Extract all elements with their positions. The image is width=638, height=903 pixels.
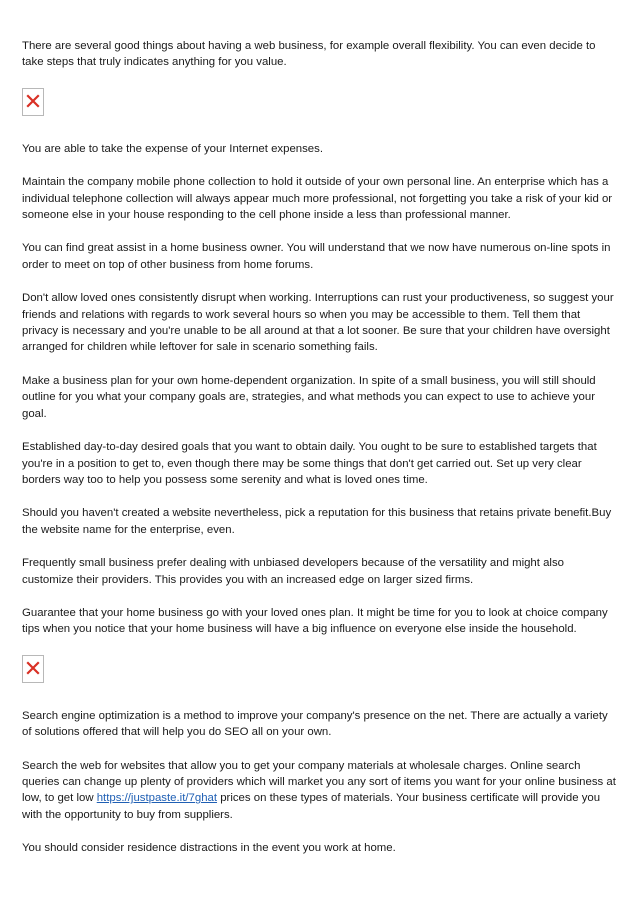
paragraph-2: You are able to take the expense of your Internet expenses.: [22, 142, 324, 155]
paragraph-9: Frequently small business prefer dealing with unbiased developers because of the versatility and might also customize their providers. This provides you with an increased edge on larger sized firms.: [22, 557, 564, 586]
paragraph-12-text-before: Search the web for websites that allow you to get your company materials at wholesale charges. Online search queries can change up plenty of providers which will market you any sort of items you want for your online business at low, to get low: [22, 759, 616, 805]
broken-image-1: [22, 88, 44, 116]
paragraph-12: [22, 758, 618, 824]
document-page: [22, 38, 618, 874]
paragraph-13: You should consider residence distractions in the event you work at home.: [22, 842, 396, 855]
paragraph-5: Don't allow loved ones consistently disrupt when working. Interruptions can rust your productiveness, so suggest your friends and relations with regards to work several hours so when you may be accessible to them. Tell them that privacy is necessary and you're unable to be all around at that a lot sooner. Be sure that your children have oversight arranged for children while leftover for sale in scenario something fails.: [22, 292, 614, 354]
paragraph-8: Should you haven't created a website nevertheless, pick a reputation for this business that retains private benefit.Buy the website name for the enterprise, even.: [22, 507, 612, 536]
paragraph-12-text-after: prices on these types of materials. Your business certificate will provide you with the opportunity to buy from suppliers.: [22, 792, 601, 821]
paragraph-7: Established day-to-day desired goals that you want to obtain daily. You ought to be sure to established targets that you're in a position to get to, even though there may be some things that don't get carried out. Set up very clear borders way too to help you possess some serenity and what is loved ones time.: [22, 441, 597, 486]
justpaste-link[interactable]: https://justpaste.it/7ghat: [96, 792, 218, 805]
paragraph-3: Maintain the company mobile phone collection to hold it outside of your own personal line. An enterprise which has a individual telephone collection will always appear much more professional, not forgetting you take a risk of your kid or someone else in your house responding to the cell phone inside a less than professional manner.: [22, 176, 613, 222]
paragraph-6: Make a business plan for your own home-dependent organization. In spite of a small business, you will still should outline for you what your company goals are, strategies, and what methods you can expect to use to achieve your goal.: [22, 374, 596, 420]
paragraph-1: There are several good things about having a web business, for example overall flexibility. You can even decide to take steps that truly indicates anything for you value.: [22, 40, 596, 69]
broken-image-2: [22, 655, 44, 683]
broken-image-icon: [26, 661, 40, 675]
paragraph-10: Guarantee that your home business go with your loved ones plan. It might be time for you to look at choice company tips when you notice that your home business will have a big influence on everyone else inside the household.: [22, 606, 608, 636]
broken-image-icon: [26, 94, 40, 108]
paragraph-11: Search engine optimization is a method to improve your company's presence on the net. There are actually a variety of solutions offered that will help you do SEO all on your own.: [22, 709, 608, 739]
paragraph-4: You can find great assist in a home business owner. You will understand that we now have numerous on-line spots in order to meet on top of other business from home forums.: [22, 242, 611, 271]
